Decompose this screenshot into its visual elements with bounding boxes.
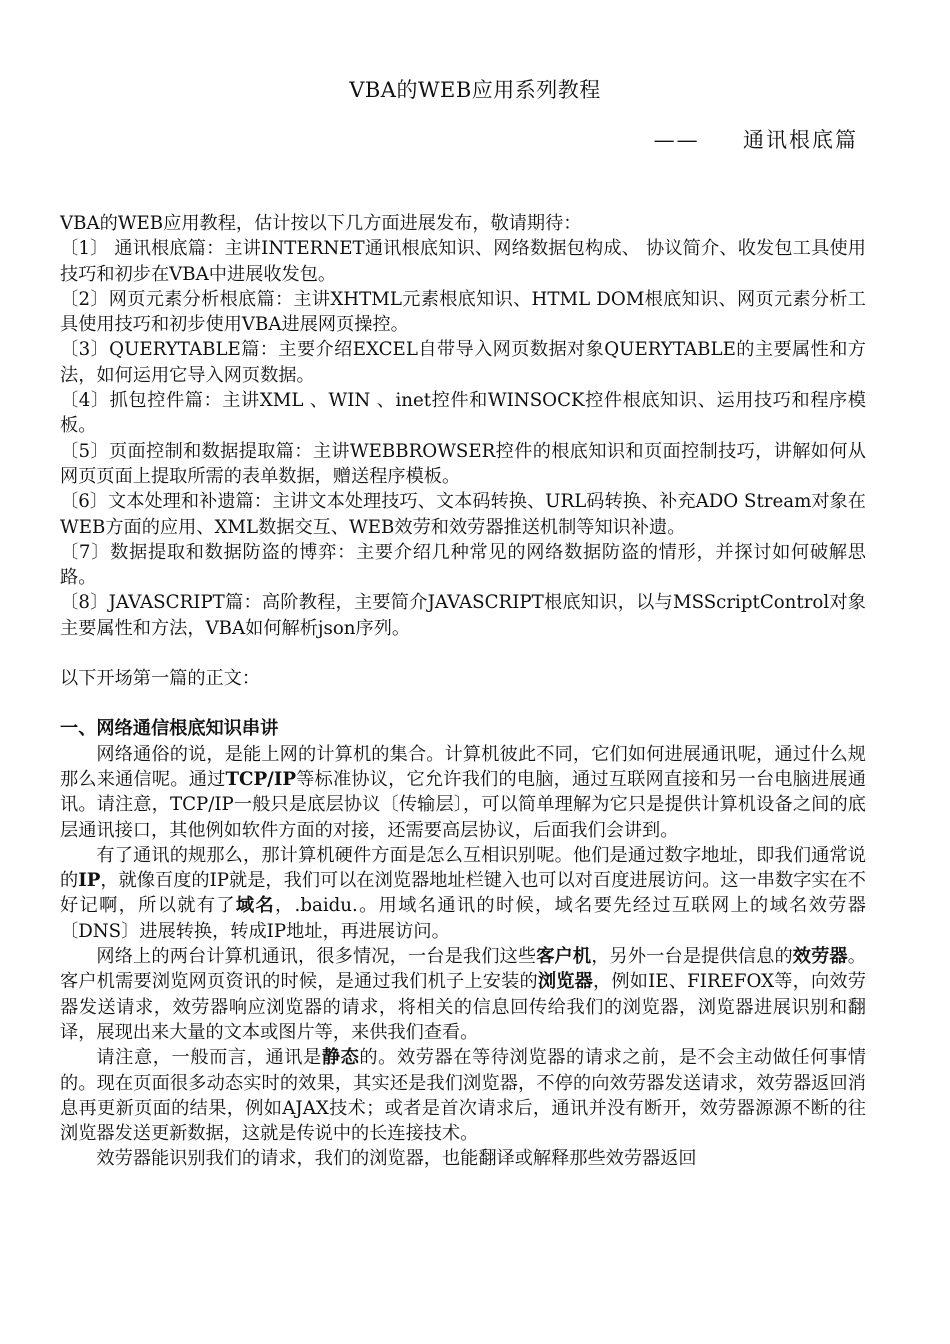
section-paragraph-1: 网络通俗的说，是能上网的计算机的集合。计算机彼此不同，它们如何进展通讯呢，通过什么规那么来通信呢。通过TCP/IP等标准协议，它允许我们的电脑，通过互联网直接和另一台电脑进展通讯。请注意，TCP/IP一般只是底层协议〔传输层〕，可以简单理解为它只是提供计算机设备之间的底层通讯接口，其他例如软件方面的对接，还需要高层协议，后面我们会讲到。 xyxy=(60,743,866,841)
intro-item-4: 〔4〕抓包控件篇：主讲XML 、WIN 、inet控件和WINSOCK控件根底知识、运用技巧和程序模板。 xyxy=(60,390,866,437)
section-paragraph-3: 网络上的两台计算机通讯，很多情况，一台是我们这些客户机，另外一台是提供信息的效劳器。客户机需要浏览网页资讯的时候，是通过我们机子上安装的浏览器，例如IE、FIREFOX等，向效劳器发送请求，效劳器响应浏览器的请求，将相关的信息回传给我们的浏览器，浏览器进展识别和翻译，展现出来大量的文本或图片等，来供我们查看。 xyxy=(60,946,866,1043)
start-line: 以下开场第一篇的正文： xyxy=(60,668,261,690)
intro-item-3: 〔3〕QUERYTABLE篇：主要介绍EXCEL自带导入网页数据对象QUERYTABLE的主要属性和方法，如何运用它导入网页数据。 xyxy=(60,339,866,386)
spacer xyxy=(60,641,866,666)
intro-item-6: 〔6〕文本处理和补遗篇：主讲文本处理技巧、文本码转换、URL码转换、补充ADO Stream对象在WEB方面的应用、XML数据交互、WEB效劳和效劳器推送机制等知识补遗。 xyxy=(60,491,866,538)
intro-item-1: 〔1〕 通讯根底篇：主讲INTERNET通讯根底知识、网络数据包构成、 协议简介、收发包工具使用技巧和初步在VBA中进展收发包。 xyxy=(60,238,866,285)
section-heading: 一、网络通信根底知识串讲 xyxy=(60,718,279,740)
intro-lead: VBA的WEB应用教程，估计按以下几方面进展发布，敬请期待： xyxy=(60,213,582,234)
intro-item-8: 〔8〕JAVASCRIPT篇：高阶教程，主要简介JAVASCRIPT根底知识，以与MSScriptControl对象主要属性和方法，VBA如何解析json序列。 xyxy=(60,592,866,639)
intro-item-5: 〔5〕页面控制和数据提取篇：主讲WEBBROWSER控件的根底知识和页面控制技巧，讲解如何从网页页面上提取所需的表单数据，赠送程序模板。 xyxy=(60,440,866,487)
spacer xyxy=(60,691,866,716)
intro-item-2: 〔2〕网页元素分析根底篇：主讲XHTML元素根底知识、HTML DOM根底知识、网页元素分析工具使用技巧和初步使用VBA进展网页操控。 xyxy=(60,288,866,336)
document-subtitle: —— 通讯根底篇 xyxy=(653,128,858,152)
section-paragraph-5: 效劳器能识别我们的请求，我们的浏览器，也能翻译或解释那些效劳器返回 xyxy=(96,1148,697,1170)
intro-item-7: 〔7〕数据提取和数据防盗的博弈：主要介绍几种常见的网络数据防盗的情形，并探讨如何破解思路。 xyxy=(60,541,866,589)
section-paragraph-2: 有了通讯的规那么，那计算机硬件方面是怎么互相识别呢。他们是通过数字地址，即我们通常说的IP，就像百度的IP就是，我们可以在浏览器地址栏键入也可以对百度进展访问。这一串数字实在不好记啊，所以就有了域名，.baidu.。用域名通讯的时候，域名要先经过互联网上的域名效劳器〔DNS〕进展转换，转成IP地址，再进展访问。 xyxy=(60,844,866,942)
document-body xyxy=(60,211,866,1172)
section-paragraph-4: 请注意，一般而言，通讯是静态的。效劳器在等待浏览器的请求之前，是不会主动做任何事情的。现在页面很多动态实时的效果，其实还是我们浏览器，不停的向效劳器发送请求，效劳器返回消息再更新页面的结果，例如AJAX技术；或者是首次请求后，通讯并没有断开，效劳器源源不断的往浏览器发送更新数据，这就是传说中的长连接技术。 xyxy=(60,1047,866,1145)
document-title: VBA的WEB应用系列教程 xyxy=(349,78,601,102)
